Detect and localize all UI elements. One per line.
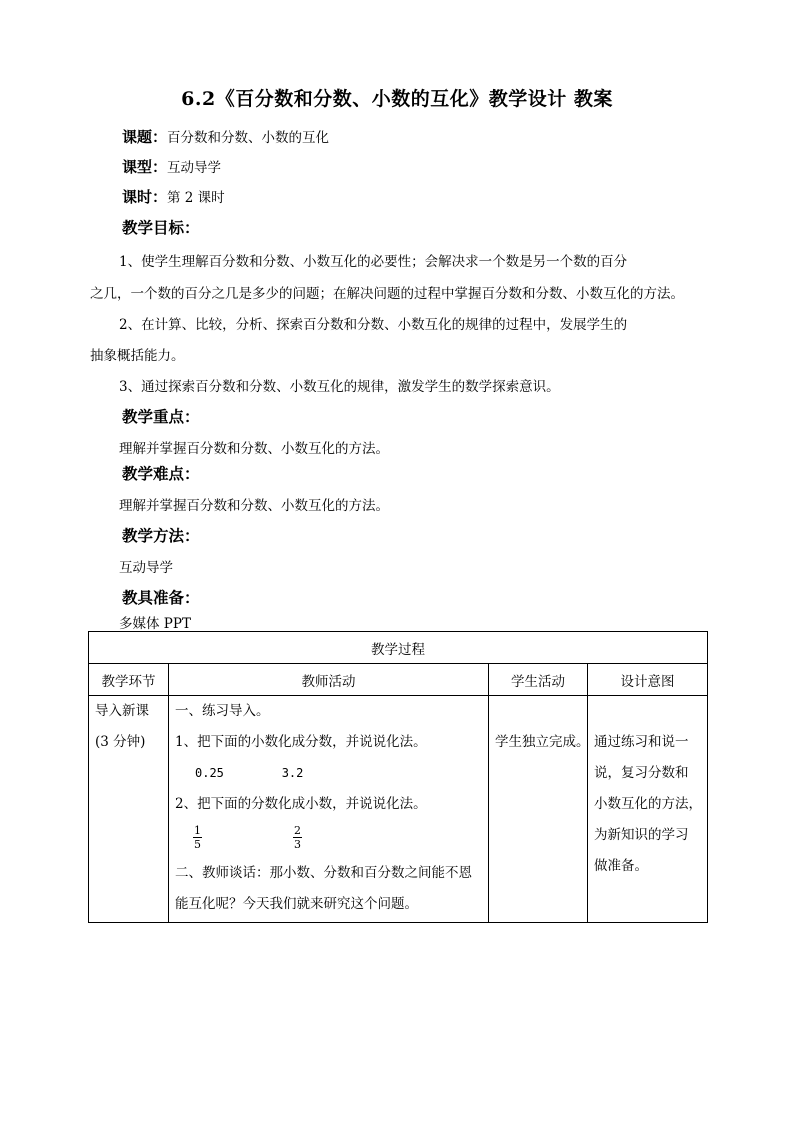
teaching-process-table	[88, 631, 708, 923]
table-caption: 教学过程	[89, 632, 708, 664]
student-activity: 学生独立完成。	[495, 734, 590, 750]
teacher-line-7: 能互化呢？今天我们就来研究这个问题。	[175, 896, 418, 912]
stage-duration: (3 分钟)	[95, 734, 146, 750]
topic-value: 百分数和分数、小数的互化	[167, 130, 330, 146]
tools-heading: 教具准备：	[122, 588, 200, 607]
student-cell	[489, 696, 588, 923]
header-stage: 教学环节	[89, 664, 169, 696]
methods-text: 互动导学	[119, 560, 173, 576]
difficulties-text: 理解并掌握百分数和分数、小数互化的方法。	[119, 498, 389, 514]
intent-line-3: 小数互化的方法，	[594, 796, 702, 812]
fraction-1	[193, 824, 202, 851]
fraction-2	[293, 824, 302, 851]
header-intent: 设计意图	[588, 664, 708, 696]
topic-row	[122, 126, 329, 147]
objective-3: 3、通过探索百分数和分数、小数互化的规律，激发学生的数学探索意识。	[119, 379, 560, 395]
key-points-heading: 教学重点：	[122, 407, 200, 426]
hours-row	[122, 186, 225, 207]
stage-name: 导入新课	[95, 703, 149, 719]
intent-line-1: 通过练习和说一	[594, 734, 689, 750]
teacher-line-6: 二、教师谈话：那小数、分数和百分数之间能不恩	[175, 865, 472, 881]
teacher-line-4: 2、把下面的分数化成小数，并说说化法。	[175, 796, 427, 812]
fractions-line	[169, 820, 488, 858]
methods-heading: 教学方法：	[122, 526, 200, 545]
teacher-line-2: 1、把下面的小数化成分数，并说说化法。	[175, 734, 427, 750]
objective-1-line2: 之几，一个数的百分之几是多少的问题；在解决问题的过程中掌握百分数和分数、小数互化的方法。	[90, 286, 684, 302]
type-value: 互动导学	[167, 160, 222, 176]
fraction-1-denominator: 5	[194, 838, 201, 851]
key-points-text: 理解并掌握百分数和分数、小数互化的方法。	[119, 441, 389, 457]
stage-cell	[89, 696, 169, 923]
teacher-cell	[169, 696, 489, 923]
hours-value: 第 2 课时	[167, 190, 225, 206]
header-student: 学生活动	[489, 664, 588, 696]
fraction-1-numerator: 1	[194, 824, 201, 837]
type-label: 课型：	[122, 158, 168, 176]
teacher-line-3: 0.25 3.2	[195, 766, 304, 780]
type-row	[122, 156, 221, 177]
intent-line-2: 说，复习分数和	[594, 765, 689, 781]
intent-line-5: 做准备。	[594, 858, 648, 874]
tools-text: 多媒体 PPT	[119, 616, 191, 632]
table-row	[89, 696, 708, 923]
teacher-line-1: 一、练习导入。	[175, 703, 270, 719]
objective-2-line2: 抽象概括能力。	[90, 348, 185, 364]
fraction-2-numerator: 2	[294, 824, 301, 837]
objectives-heading: 教学目标：	[122, 218, 200, 237]
topic-label: 课题：	[122, 128, 168, 146]
difficulties-heading: 教学难点：	[122, 464, 200, 483]
page-title: 6.2《百分数和分数、小数的互化》教学设计 教案	[181, 88, 613, 110]
objective-2-line1: 2、在计算、比较，分析、探索百分数和分数、小数互化的规律的过程中，发展学生的	[119, 317, 628, 333]
header-teacher: 教师活动	[169, 664, 489, 696]
objective-1-line1: 1、使学生理解百分数和分数、小数互化的必要性；会解决求一个数是另一个数的百分	[119, 254, 628, 270]
intent-line-4: 为新知识的学习	[594, 827, 689, 843]
fraction-2-denominator: 3	[294, 838, 301, 851]
intent-cell	[588, 696, 708, 923]
hours-label: 课时：	[122, 188, 168, 206]
